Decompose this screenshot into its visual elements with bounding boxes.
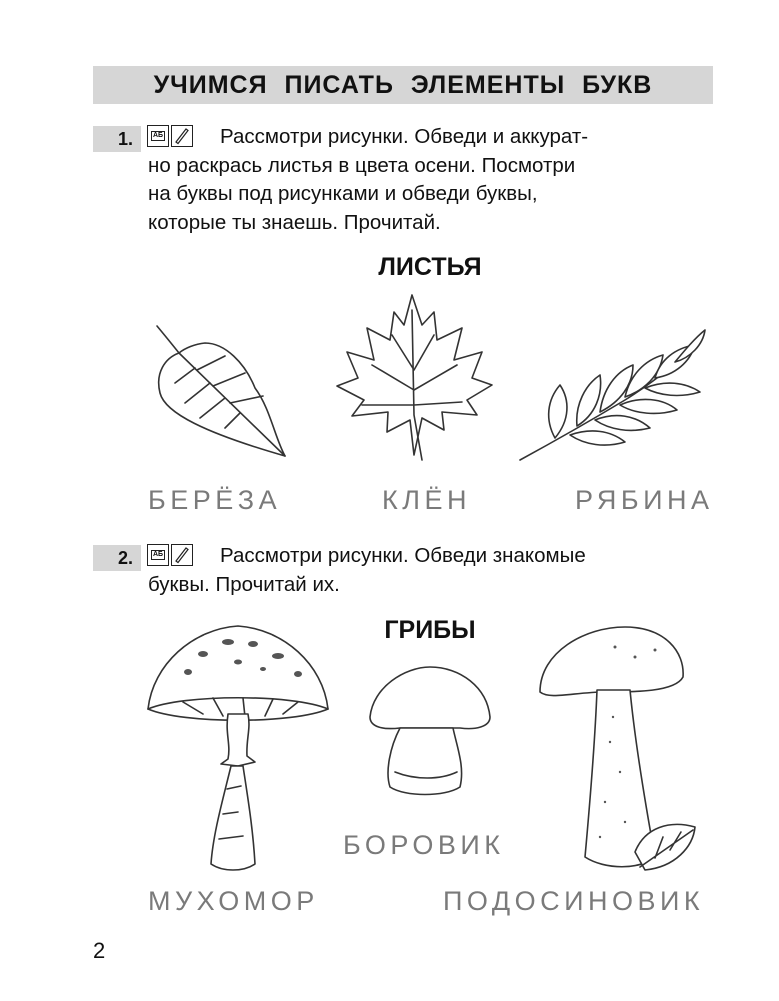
book-icon: АБ xyxy=(147,544,169,566)
fly-agaric-image xyxy=(143,614,333,874)
word-birch: БЕРЁЗА xyxy=(148,485,282,515)
page-number: 2 xyxy=(93,938,106,963)
task-2-text: Рассмотри рисунки. Обведи знакомые буквы. Прочитай их. xyxy=(148,544,586,596)
porcini-image xyxy=(365,662,495,802)
section-title-leaves: ЛИСТЬЯ xyxy=(378,253,482,281)
word-fly-agaric: МУХОМОР xyxy=(148,886,319,916)
maple-leaf-image xyxy=(322,290,502,470)
birch-leaf-image xyxy=(145,318,295,458)
aspen-bolete-image xyxy=(535,622,705,877)
rowan-leaf-image xyxy=(515,320,710,465)
task-number-1: 1. xyxy=(93,126,141,152)
section-title-mushrooms: ГРИБЫ xyxy=(384,616,476,644)
book-icon: АБ xyxy=(147,125,169,147)
word-porcini: БОРОВИК xyxy=(343,830,505,860)
word-rowan: РЯБИНА xyxy=(575,485,714,515)
page-title: УЧИМСЯ ПИСАТЬ ЭЛЕМЕНТЫ БУКВ xyxy=(93,66,713,104)
word-maple: КЛЁН xyxy=(382,485,471,515)
word-aspen-bolete: ПОДОСИНОВИК xyxy=(443,886,705,916)
task-number-2: 2. xyxy=(93,545,141,571)
task-1-text: Рассмотри рисунки. Обведи и аккурат- но раскрась листья в цвета осени. Посмотри на буквы под рисунками и обведи буквы, которые ты знаешь. Прочитай. xyxy=(148,125,589,234)
